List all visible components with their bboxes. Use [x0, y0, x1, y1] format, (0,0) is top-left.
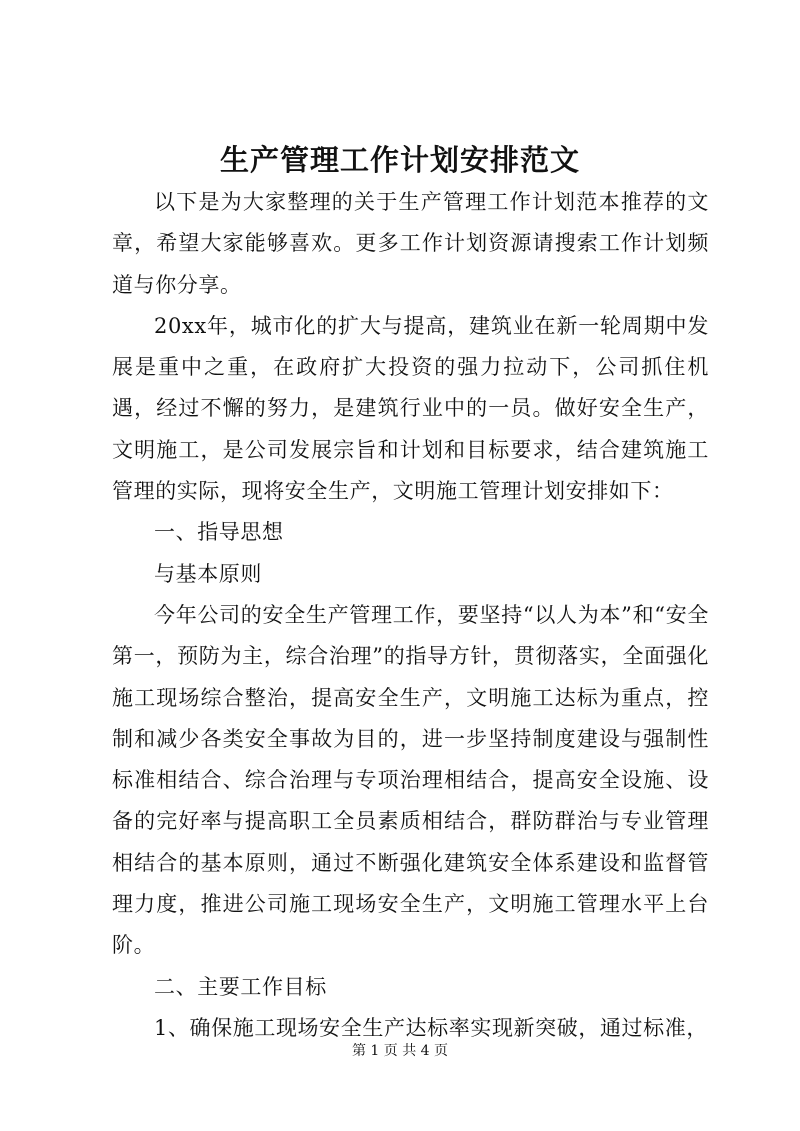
goal-item-1: 1、确保施工现场安全生产达标率实现新突破，通过标准，: [154, 1015, 708, 1040]
section-heading-basic-principles: 与基本原则: [154, 561, 262, 586]
section-heading-guiding-thought: 一、指导思想: [154, 520, 284, 545]
principles-paragraph: 今年公司的安全生产管理工作，要坚持“以人为本”和“安全第一，预防为主，综合治理”的指导方针，贯彻落实，全面强化施工现场综合整治，提高安全生产，文明施工达标为重点，控制和减少各类安全事故为目的，进一步坚持制度建设与强制性标准相结合、综合治理与专项治理相结合，提高安全设施、设备的完好率与提高职工全员素质相结合，群防群治与专业管理相结合的基本原则，通过不断强化建筑安全体系建设和监督管理力度，推进公司施工现场安全生产，文明施工管理水平上台阶。: [112, 602, 709, 958]
section-heading-main-goals: 二、主要工作目标: [154, 974, 327, 999]
document-title: 生产管理工作计划安排范文: [219, 143, 580, 177]
page-number-footer: 第 1 页 共 4 页: [351, 1043, 449, 1059]
intro-paragraph: 以下是为大家整理的关于生产管理工作计划范本推荐的文章，希望大家能够喜欢。更多工作计划资源请搜索工作计划频道与你分享。: [112, 190, 709, 297]
document-body: [112, 182, 709, 1049]
background-paragraph: 20xx年，城市化的扩大与提高，建筑业在新一轮周期中发展是重中之重，在政府扩大投资的强力拉动下，公司抓住机遇，经过不懈的努力，是建筑行业中的一员。做好安全生产，文明施工，是公司发展宗旨和计划和目标要求，结合建筑施工管理的实际，现将安全生产，文明施工管理计划安排如下：: [112, 313, 709, 504]
